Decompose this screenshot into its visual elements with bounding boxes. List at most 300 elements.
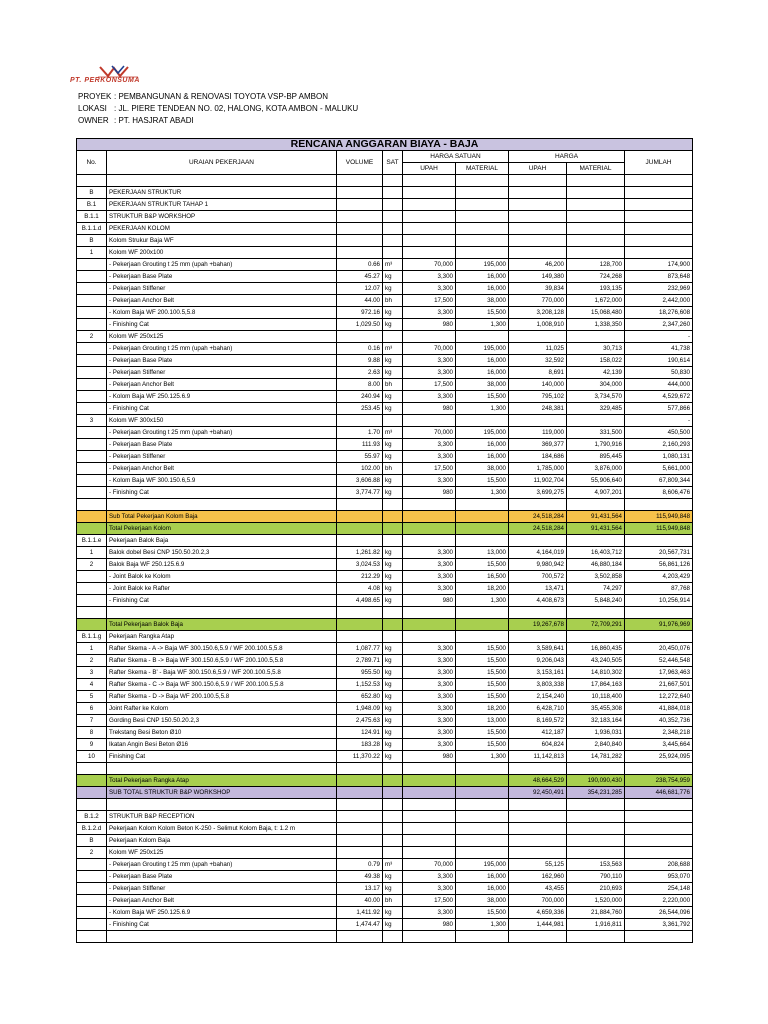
row-volume: 3,606.88 (337, 475, 383, 487)
row-unit-price-labor: 3,300 (403, 907, 456, 919)
row-volume: 4.08 (337, 583, 383, 595)
row-unit-price-labor (403, 523, 456, 535)
row-description: PEKERJAAN STRUKTUR (107, 187, 337, 199)
row-unit: kg (383, 547, 403, 559)
row-unit: kg (383, 739, 403, 751)
row-volume: 13.17 (337, 883, 383, 895)
table-row (77, 559, 693, 571)
table-row (77, 391, 693, 403)
table-row (77, 523, 693, 535)
row-unit: kg (383, 883, 403, 895)
row-unit-price-labor: 980 (403, 319, 456, 331)
row-no: 7 (77, 715, 107, 727)
row-unit-price-material: 195,000 (456, 859, 509, 871)
row-unit: m³ (383, 427, 403, 439)
row-labor-total: 48,664,529 (509, 775, 567, 787)
table-title: RENCANA ANGGARAN BIAYA - BAJA (77, 139, 693, 151)
row-labor-total (509, 631, 567, 643)
row-volume: 49.38 (337, 871, 383, 883)
row-no: B.1.1.d (77, 223, 107, 235)
table-row (77, 631, 693, 643)
row-volume: 4,498.65 (337, 595, 383, 607)
table-row (77, 535, 693, 547)
row-unit: kg (383, 475, 403, 487)
row-material-total: 1,936,031 (567, 727, 625, 739)
row-grand-total: 450,500 (625, 427, 693, 439)
row-no (77, 271, 107, 283)
location-value: : JL. PIERE TENDEAN NO. 02, HALONG, KOTA AMBON - MALUKU (114, 104, 359, 113)
row-no (77, 319, 107, 331)
row-unit-price-material (456, 799, 509, 811)
row-volume (337, 931, 383, 943)
row-grand-total: 12,272,640 (625, 691, 693, 703)
row-unit-price-labor: 3,300 (403, 679, 456, 691)
row-description: Rafter Skema - B -> Baja WF 300.150.6,5.9 / WF 200.100.5,5.8 (107, 655, 337, 667)
row-unit (383, 763, 403, 775)
row-volume (337, 763, 383, 775)
row-labor-total (509, 223, 567, 235)
row-unit (383, 415, 403, 427)
row-unit-price-labor: 980 (403, 487, 456, 499)
row-no (77, 439, 107, 451)
row-material-total: 190,090,430 (567, 775, 625, 787)
row-labor-total: 3,699,275 (509, 487, 567, 499)
row-unit-price-material: 1,300 (456, 919, 509, 931)
owner-value: : PT. HASJRAT ABADI (114, 116, 194, 125)
row-unit: bh (383, 463, 403, 475)
row-volume: 45.27 (337, 271, 383, 283)
row-volume: 1,261.82 (337, 547, 383, 559)
row-labor-total (509, 247, 567, 259)
row-no: 8 (77, 727, 107, 739)
row-unit (383, 799, 403, 811)
row-description (107, 931, 337, 943)
row-volume: 12.07 (337, 283, 383, 295)
row-grand-total (625, 175, 693, 187)
row-unit (383, 523, 403, 535)
row-no (77, 571, 107, 583)
row-unit: m³ (383, 859, 403, 871)
row-description: - Pekerjaan Stiffener (107, 367, 337, 379)
row-description: PEKERJAAN STRUKTUR TAHAP 1 (107, 199, 337, 211)
row-unit: bh (383, 895, 403, 907)
row-description: - Kolom Baja WF 250.125.6.9 (107, 391, 337, 403)
row-description (107, 799, 337, 811)
row-description: Kolom WF 300x150 (107, 415, 337, 427)
row-unit-price-labor: 980 (403, 595, 456, 607)
row-unit-price-labor: 3,300 (403, 307, 456, 319)
row-unit-price-material: 15,500 (456, 391, 509, 403)
row-volume: 1,411.92 (337, 907, 383, 919)
row-labor-total: 8,691 (509, 367, 567, 379)
row-unit-price-material (456, 823, 509, 835)
row-material-total: 32,183,164 (567, 715, 625, 727)
row-description: - Pekerjaan Base Plate (107, 871, 337, 883)
row-grand-total: 873,648 (625, 271, 693, 283)
row-labor-total: 13,471 (509, 583, 567, 595)
row-unit-price-material (456, 235, 509, 247)
row-labor-total: 19,267,678 (509, 619, 567, 631)
row-volume: 3,024.53 (337, 559, 383, 571)
row-no: B.1 (77, 199, 107, 211)
row-no (77, 283, 107, 295)
row-labor-total: 4,408,673 (509, 595, 567, 607)
row-material-total: 895,445 (567, 451, 625, 463)
table-row (77, 343, 693, 355)
row-grand-total: 40,352,736 (625, 715, 693, 727)
row-material-total: 17,864,163 (567, 679, 625, 691)
row-volume (337, 247, 383, 259)
row-no (77, 787, 107, 799)
row-unit-price-labor: 3,300 (403, 451, 456, 463)
row-no: 9 (77, 739, 107, 751)
row-description: - Pekerjaan Stiffener (107, 883, 337, 895)
row-description: Joint Rafter ke Kolom (107, 703, 337, 715)
row-unit (383, 187, 403, 199)
row-unit-price-material (456, 415, 509, 427)
row-grand-total: 238,754,959 (625, 775, 693, 787)
row-unit-price-labor (403, 415, 456, 427)
row-unit-price-labor (403, 787, 456, 799)
row-grand-total: 3,361,792 (625, 919, 693, 931)
row-volume: 9.88 (337, 355, 383, 367)
row-description: Balok Baja WF 250.125.6.9 (107, 559, 337, 571)
row-grand-total: 953,070 (625, 871, 693, 883)
row-description (107, 607, 337, 619)
table-row (77, 259, 693, 271)
row-grand-total: 20,450,076 (625, 643, 693, 655)
row-labor-total (509, 211, 567, 223)
row-grand-total: 2,348,218 (625, 727, 693, 739)
row-unit-price-material (456, 607, 509, 619)
row-volume: 1,474.47 (337, 919, 383, 931)
row-unit (383, 535, 403, 547)
row-labor-total (509, 187, 567, 199)
row-no (77, 295, 107, 307)
row-labor-total (509, 931, 567, 943)
row-volume (337, 799, 383, 811)
row-grand-total: 208,688 (625, 859, 693, 871)
row-grand-total (625, 823, 693, 835)
row-unit: bh (383, 379, 403, 391)
row-volume (337, 223, 383, 235)
row-unit: kg (383, 571, 403, 583)
row-unit: kg (383, 451, 403, 463)
row-grand-total: 91,976,969 (625, 619, 693, 631)
row-unit (383, 775, 403, 787)
row-unit (383, 847, 403, 859)
table-row (77, 823, 693, 835)
row-grand-total: 41,738 (625, 343, 693, 355)
row-unit (383, 787, 403, 799)
row-unit-price-labor (403, 331, 456, 343)
row-description: Rafter Skema - B' - Baja WF 300.150.6,5.9 / WF 200.100.5,5.8 (107, 667, 337, 679)
row-no: 3 (77, 415, 107, 427)
company-logo (70, 64, 174, 88)
row-material-total: 91,431,564 (567, 523, 625, 535)
row-material-total: 55,906,640 (567, 475, 625, 487)
row-material-total (567, 823, 625, 835)
header-upah: UPAH (403, 163, 456, 175)
row-no (77, 343, 107, 355)
row-unit-price-labor (403, 847, 456, 859)
blank-row (77, 607, 693, 619)
row-volume: 11,370.22 (337, 751, 383, 763)
row-labor-total (509, 199, 567, 211)
row-material-total: 354,231,285 (567, 787, 625, 799)
row-labor-total (509, 331, 567, 343)
blank-row (77, 763, 693, 775)
row-volume: 3,774.77 (337, 487, 383, 499)
row-unit-price-material: 1,300 (456, 751, 509, 763)
row-material-total (567, 607, 625, 619)
row-material-total (567, 847, 625, 859)
row-labor-total (509, 235, 567, 247)
row-description: Sub Total Pekerjaan Kolom Baja (107, 511, 337, 523)
row-unit (383, 607, 403, 619)
row-labor-total (509, 415, 567, 427)
table-row (77, 595, 693, 607)
row-unit-price-material: 1,300 (456, 319, 509, 331)
row-labor-total: 2,154,240 (509, 691, 567, 703)
row-labor-total: 700,000 (509, 895, 567, 907)
row-no: B (77, 187, 107, 199)
row-no (77, 619, 107, 631)
row-labor-total (509, 499, 567, 511)
row-volume: 102.00 (337, 463, 383, 475)
table-row (77, 211, 693, 223)
row-labor-total: 92,450,491 (509, 787, 567, 799)
row-volume (337, 535, 383, 547)
row-description: - Kolom Baja WF 300.150.6,5.9 (107, 475, 337, 487)
row-material-total: 210,693 (567, 883, 625, 895)
row-unit-price-material (456, 931, 509, 943)
table-row (77, 199, 693, 211)
row-unit: kg (383, 391, 403, 403)
table-row (77, 679, 693, 691)
row-volume: 0.16 (337, 343, 383, 355)
row-volume (337, 619, 383, 631)
row-grand-total (625, 931, 693, 943)
row-labor-total (509, 811, 567, 823)
row-no: 3 (77, 667, 107, 679)
row-grand-total (625, 835, 693, 847)
row-unit (383, 511, 403, 523)
row-labor-total: 3,153,161 (509, 667, 567, 679)
row-unit-price-labor: 3,300 (403, 871, 456, 883)
row-volume (337, 847, 383, 859)
row-no (77, 523, 107, 535)
row-unit-price-material (456, 523, 509, 535)
row-description: Balok dobel Besi CNP 150.50.20.2,3 (107, 547, 337, 559)
row-grand-total: 4,529,672 (625, 391, 693, 403)
row-unit-price-material: 15,500 (456, 655, 509, 667)
row-material-total (567, 415, 625, 427)
row-unit (383, 931, 403, 943)
row-grand-total: 3,445,664 (625, 739, 693, 751)
row-grand-total: 5,661,000 (625, 463, 693, 475)
row-unit-price-material: 16,000 (456, 367, 509, 379)
row-unit-price-labor: 3,300 (403, 727, 456, 739)
row-unit-price-labor: 980 (403, 751, 456, 763)
row-material-total (567, 331, 625, 343)
row-unit: kg (383, 655, 403, 667)
row-no (77, 907, 107, 919)
header-material-total: MATERIAL (567, 163, 625, 175)
row-volume: 240.94 (337, 391, 383, 403)
row-labor-total (509, 847, 567, 859)
row-description: - Pekerjaan Grouting t 25 mm (upah +bahan) (107, 427, 337, 439)
row-material-total (567, 175, 625, 187)
row-no (77, 595, 107, 607)
table-row (77, 247, 693, 259)
row-unit-price-labor: 3,300 (403, 583, 456, 595)
row-unit: m³ (383, 259, 403, 271)
table-row (77, 451, 693, 463)
row-grand-total: 232,969 (625, 283, 693, 295)
row-description: - Pekerjaan Stiffener (107, 283, 337, 295)
row-labor-total: 24,518,284 (509, 523, 567, 535)
row-labor-total: 4,164,019 (509, 547, 567, 559)
table-row (77, 283, 693, 295)
row-material-total: 46,880,184 (567, 559, 625, 571)
row-unit-price-material (456, 631, 509, 643)
row-labor-total (509, 835, 567, 847)
row-no: 5 (77, 691, 107, 703)
logo-text: PT. PERKONSUMA (70, 77, 140, 84)
row-description: Total Pekerjaan Balok Baja (107, 619, 337, 631)
row-material-total (567, 187, 625, 199)
row-unit: kg (383, 871, 403, 883)
row-volume (337, 775, 383, 787)
row-unit-price-material (456, 331, 509, 343)
header-row-1 (77, 151, 693, 163)
row-material-total: 30,713 (567, 343, 625, 355)
row-material-total: 1,790,916 (567, 439, 625, 451)
row-volume: 1.70 (337, 427, 383, 439)
row-volume: 955.50 (337, 667, 383, 679)
row-labor-total: 149,380 (509, 271, 567, 283)
row-grand-total (625, 499, 693, 511)
row-unit: m³ (383, 343, 403, 355)
row-material-total: 14,810,302 (567, 667, 625, 679)
owner-label: OWNER (78, 116, 109, 125)
row-material-total: 790,110 (567, 871, 625, 883)
row-grand-total: 4,203,429 (625, 571, 693, 583)
row-unit: kg (383, 727, 403, 739)
header-harga-satuan: HARGA SATUAN (403, 151, 509, 163)
table-row (77, 739, 693, 751)
row-unit-price-labor: 70,000 (403, 859, 456, 871)
row-unit-price-labor: 3,300 (403, 391, 456, 403)
row-unit-price-material: 15,500 (456, 679, 509, 691)
header-no: No. (77, 151, 107, 175)
row-unit-price-labor (403, 811, 456, 823)
row-unit-price-labor: 70,000 (403, 343, 456, 355)
row-unit-price-labor: 3,300 (403, 883, 456, 895)
row-volume (337, 511, 383, 523)
row-no (77, 487, 107, 499)
row-material-total: 21,884,760 (567, 907, 625, 919)
row-unit-price-material (456, 247, 509, 259)
table-row (77, 859, 693, 871)
row-description: - Pekerjaan Anchor Belt (107, 895, 337, 907)
row-grand-total: 2,160,293 (625, 439, 693, 451)
row-volume (337, 331, 383, 343)
row-description: - Pekerjaan Base Plate (107, 355, 337, 367)
row-no (77, 427, 107, 439)
row-no (77, 607, 107, 619)
row-unit-price-labor (403, 511, 456, 523)
row-unit-price-material: 15,500 (456, 727, 509, 739)
row-volume (337, 235, 383, 247)
row-grand-total: 67,809,344 (625, 475, 693, 487)
row-no (77, 475, 107, 487)
row-material-total (567, 931, 625, 943)
row-volume: 124.91 (337, 727, 383, 739)
row-no: B (77, 235, 107, 247)
row-material-total (567, 535, 625, 547)
row-unit (383, 247, 403, 259)
row-volume (337, 499, 383, 511)
row-labor-total: 795,102 (509, 391, 567, 403)
row-material-total: 43,240,505 (567, 655, 625, 667)
table-row (77, 331, 693, 343)
row-no (77, 583, 107, 595)
row-grand-total (625, 235, 693, 247)
table-row (77, 547, 693, 559)
row-unit-price-material: 38,000 (456, 895, 509, 907)
table-row (77, 295, 693, 307)
row-labor-total: 55,125 (509, 859, 567, 871)
header-sat: SAT (383, 151, 403, 175)
row-unit-price-material: 16,000 (456, 271, 509, 283)
row-material-total: 2,840,840 (567, 739, 625, 751)
row-volume (337, 823, 383, 835)
row-material-total: 3,502,858 (567, 571, 625, 583)
row-unit (383, 631, 403, 643)
row-unit-price-labor: 3,300 (403, 367, 456, 379)
row-grand-total (625, 607, 693, 619)
row-grand-total: 2,220,000 (625, 895, 693, 907)
table-row (77, 583, 693, 595)
row-unit-price-labor (403, 223, 456, 235)
row-unit (383, 199, 403, 211)
row-description: Ikatan Angin Besi Beton Ø16 (107, 739, 337, 751)
row-material-total: 304,000 (567, 379, 625, 391)
row-unit-price-labor (403, 931, 456, 943)
row-no (77, 511, 107, 523)
row-material-total (567, 499, 625, 511)
row-unit-price-labor (403, 187, 456, 199)
row-no (77, 931, 107, 943)
row-material-total: 35,455,308 (567, 703, 625, 715)
row-volume (337, 523, 383, 535)
row-description: Pekerjaan Kolom Kolom Beton K-250 - Selimut Kolom Baja, t: 1.2 m (107, 823, 337, 835)
row-unit: kg (383, 691, 403, 703)
row-grand-total: 115,949,848 (625, 511, 693, 523)
row-no: 1 (77, 547, 107, 559)
row-description: Kolom WF 200x100 (107, 247, 337, 259)
row-unit-price-labor: 3,300 (403, 739, 456, 751)
row-unit-price-labor: 3,300 (403, 643, 456, 655)
row-labor-total: 11,142,813 (509, 751, 567, 763)
row-grand-total: 41,884,018 (625, 703, 693, 715)
row-unit-price-material: 195,000 (456, 427, 509, 439)
row-no: B.1.1.e (77, 535, 107, 547)
row-grand-total: 2,442,000 (625, 295, 693, 307)
row-labor-total: 1,444,981 (509, 919, 567, 931)
